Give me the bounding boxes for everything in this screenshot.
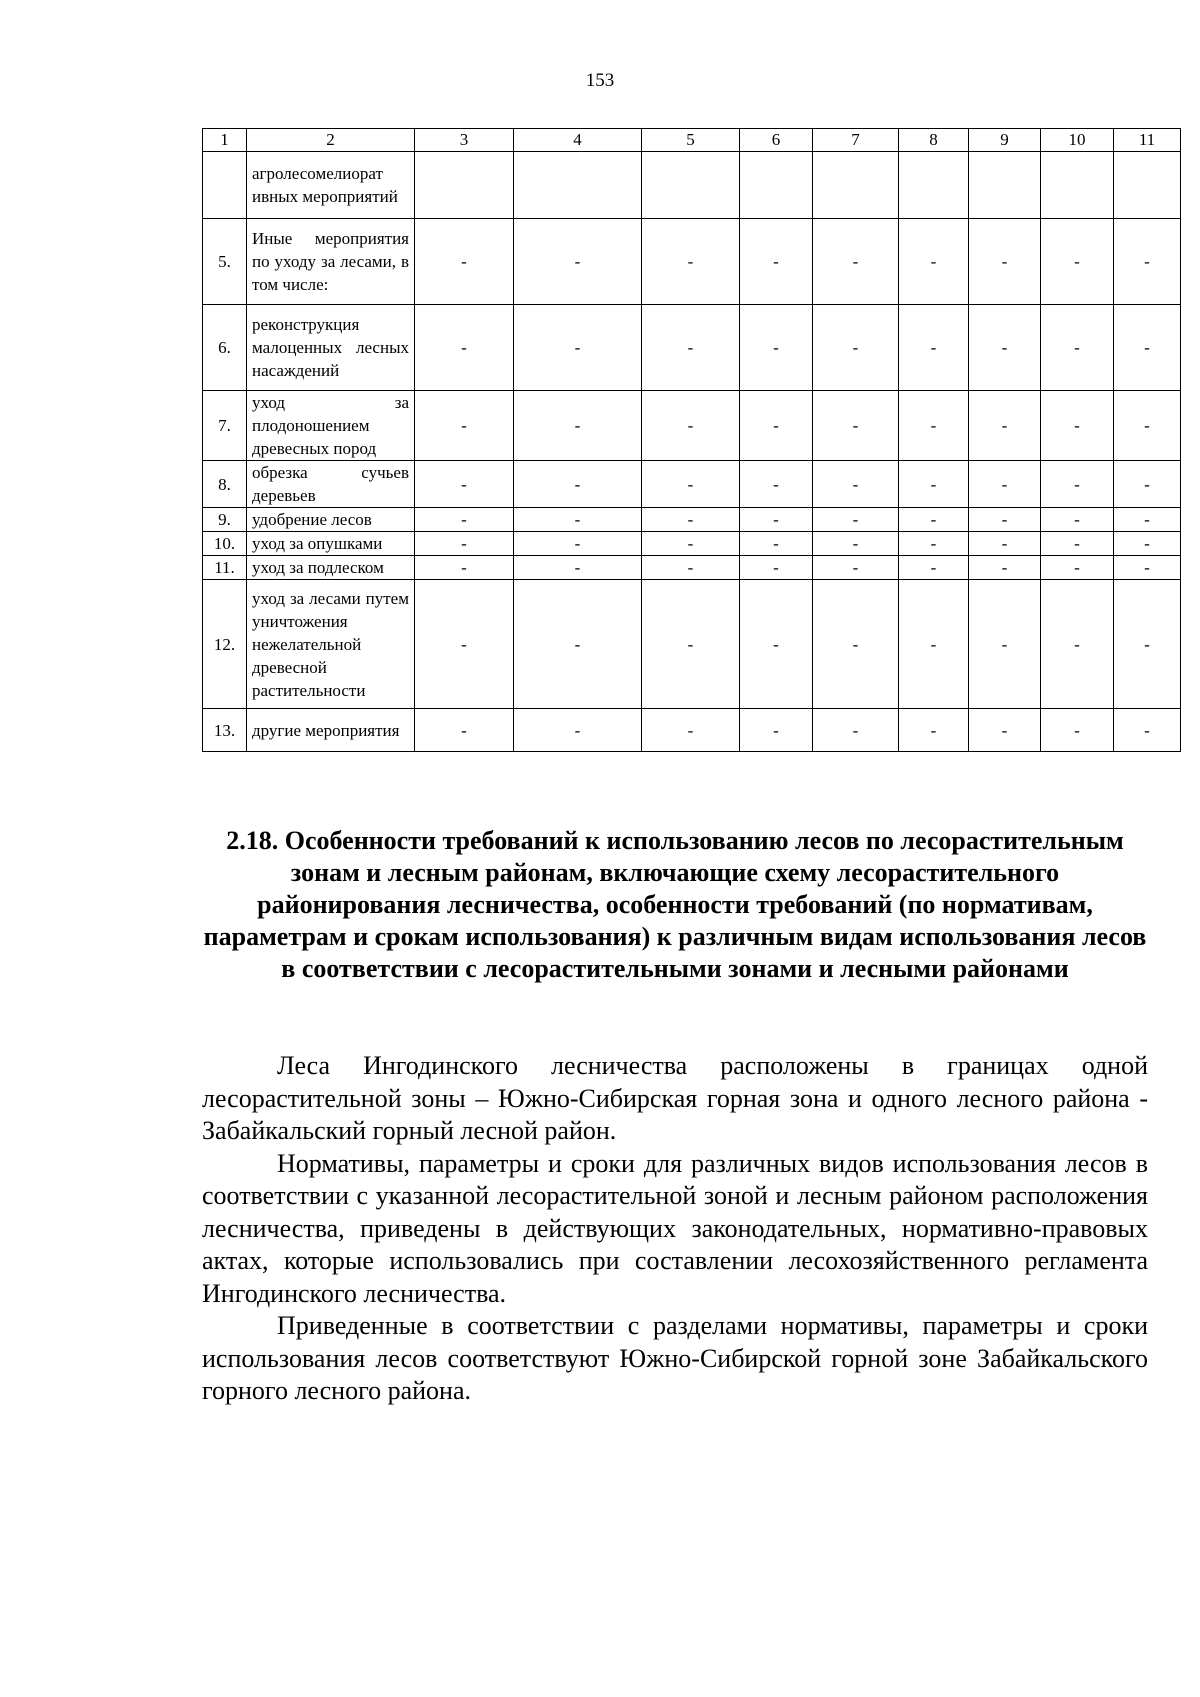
- header-cell: 4: [514, 129, 642, 152]
- value-cell: -: [899, 580, 969, 709]
- value-cell: -: [969, 219, 1041, 305]
- value-cell: -: [813, 532, 899, 556]
- value-cell: -: [1041, 532, 1114, 556]
- value-cell: -: [969, 461, 1041, 508]
- table-row: [203, 508, 1181, 532]
- value-cell: -: [1114, 709, 1181, 752]
- value-cell: -: [899, 219, 969, 305]
- value-cell: -: [415, 461, 514, 508]
- value-cell: -: [415, 508, 514, 532]
- value-cell: [899, 152, 969, 219]
- row-number: 9.: [203, 508, 247, 532]
- value-cell: -: [813, 556, 899, 580]
- value-cell: -: [642, 580, 740, 709]
- value-cell: -: [813, 219, 899, 305]
- header-cell: 1: [203, 129, 247, 152]
- value-cell: -: [1041, 508, 1114, 532]
- value-cell: -: [1114, 461, 1181, 508]
- header-cell: 9: [969, 129, 1041, 152]
- value-cell: -: [642, 709, 740, 752]
- forest-care-table: [202, 128, 1181, 752]
- row-number: 10.: [203, 532, 247, 556]
- activity-name: агролесомелиорат ивных мероприятий: [247, 152, 415, 219]
- table-row: [203, 219, 1181, 305]
- value-cell: -: [415, 532, 514, 556]
- value-cell: -: [899, 305, 969, 391]
- value-cell: -: [1114, 391, 1181, 461]
- value-cell: -: [740, 391, 813, 461]
- value-cell: -: [514, 305, 642, 391]
- value-cell: -: [740, 508, 813, 532]
- row-number: [203, 152, 247, 219]
- value-cell: -: [1041, 219, 1114, 305]
- value-cell: -: [514, 219, 642, 305]
- value-cell: -: [514, 556, 642, 580]
- value-cell: -: [969, 391, 1041, 461]
- section-body: [202, 1050, 1148, 1408]
- value-cell: -: [969, 532, 1041, 556]
- value-cell: -: [813, 508, 899, 532]
- value-cell: -: [899, 391, 969, 461]
- value-cell: -: [642, 532, 740, 556]
- activity-name: уход за лесами путем уничтожения нежелательной древесной растительности: [247, 580, 415, 709]
- value-cell: -: [1114, 305, 1181, 391]
- value-cell: [514, 152, 642, 219]
- row-number: 12.: [203, 580, 247, 709]
- row-number: 8.: [203, 461, 247, 508]
- row-number: 11.: [203, 556, 247, 580]
- value-cell: -: [642, 461, 740, 508]
- value-cell: -: [514, 532, 642, 556]
- value-cell: -: [415, 709, 514, 752]
- header-cell: 2: [247, 129, 415, 152]
- value-cell: -: [813, 580, 899, 709]
- value-cell: -: [415, 580, 514, 709]
- value-cell: -: [1114, 532, 1181, 556]
- value-cell: -: [415, 219, 514, 305]
- value-cell: [642, 152, 740, 219]
- activity-name: реконструкция малоценных лесных насаждений: [247, 305, 415, 391]
- value-cell: -: [514, 580, 642, 709]
- value-cell: -: [514, 391, 642, 461]
- row-number: 5.: [203, 219, 247, 305]
- table-row: [203, 556, 1181, 580]
- value-cell: -: [740, 532, 813, 556]
- row-number: 6.: [203, 305, 247, 391]
- value-cell: -: [415, 391, 514, 461]
- value-cell: -: [969, 305, 1041, 391]
- value-cell: -: [899, 709, 969, 752]
- value-cell: -: [1041, 461, 1114, 508]
- activity-name: удобрение лесов: [247, 508, 415, 532]
- value-cell: -: [1114, 556, 1181, 580]
- value-cell: -: [740, 556, 813, 580]
- value-cell: -: [415, 556, 514, 580]
- page-number: 153: [585, 70, 615, 91]
- value-cell: [1114, 152, 1181, 219]
- value-cell: -: [1041, 709, 1114, 752]
- value-cell: -: [740, 709, 813, 752]
- value-cell: -: [969, 556, 1041, 580]
- activity-name: другие мероприятия: [247, 709, 415, 752]
- value-cell: -: [642, 508, 740, 532]
- value-cell: -: [740, 305, 813, 391]
- value-cell: -: [642, 219, 740, 305]
- value-cell: -: [899, 461, 969, 508]
- table-row: [203, 305, 1181, 391]
- header-cell: 3: [415, 129, 514, 152]
- value-cell: -: [740, 461, 813, 508]
- table-row: [203, 709, 1181, 752]
- value-cell: [969, 152, 1041, 219]
- activity-name: уход за опушками: [247, 532, 415, 556]
- row-number: 13.: [203, 709, 247, 752]
- value-cell: -: [642, 556, 740, 580]
- table-row: [203, 461, 1181, 508]
- header-cell: 6: [740, 129, 813, 152]
- value-cell: -: [514, 709, 642, 752]
- paragraph: Леса Ингодинского лесничества расположены в границах одной лесорастительной зоны – Южно-Сибирская горная зона и одного лесного района - Забайкальский горный лесной район.: [202, 1051, 1148, 1145]
- activity-name: уход за подлеском: [247, 556, 415, 580]
- value-cell: -: [813, 305, 899, 391]
- paragraph: Приведенные в соответствии с разделами нормативы, параметры и сроки использования лесов соответствуют Южно-Сибирской горной зоне Забайкальского горного лесного района.: [202, 1311, 1148, 1405]
- table-row: [203, 152, 1181, 219]
- value-cell: [740, 152, 813, 219]
- value-cell: -: [642, 391, 740, 461]
- value-cell: -: [899, 556, 969, 580]
- table-row: [203, 532, 1181, 556]
- value-cell: [813, 152, 899, 219]
- activity-name: Иные мероприятия по уходу за лесами, в том числе:: [247, 219, 415, 305]
- value-cell: -: [1114, 219, 1181, 305]
- value-cell: -: [740, 580, 813, 709]
- header-cell: 8: [899, 129, 969, 152]
- table-body: [203, 129, 1181, 752]
- value-cell: -: [1114, 508, 1181, 532]
- value-cell: -: [1041, 391, 1114, 461]
- activity-name: уход за плодоношением древесных пород: [247, 391, 415, 461]
- value-cell: [1041, 152, 1114, 219]
- header-cell: 5: [642, 129, 740, 152]
- value-cell: -: [1041, 580, 1114, 709]
- section-heading: 2.18. Особенности требований к использованию лесов по лесорастительным зонам и лесным районам, включающие схему лесорастительного районирования лесничества, особенности требований (по нормативам, параметрам и срокам использования) к различным видам использования лесов в соответствии с лесорастительными зонами и лесными районами: [203, 826, 1147, 983]
- header-cell: 10: [1041, 129, 1114, 152]
- value-cell: -: [899, 532, 969, 556]
- value-cell: -: [813, 461, 899, 508]
- value-cell: -: [813, 391, 899, 461]
- value-cell: -: [1041, 556, 1114, 580]
- value-cell: -: [899, 508, 969, 532]
- header-cell: 7: [813, 129, 899, 152]
- table-header-row: [203, 129, 1181, 152]
- value-cell: -: [969, 580, 1041, 709]
- value-cell: -: [813, 709, 899, 752]
- value-cell: -: [1114, 580, 1181, 709]
- activity-name: обрезка сучьев деревьев: [247, 461, 415, 508]
- value-cell: -: [642, 305, 740, 391]
- value-cell: -: [514, 508, 642, 532]
- value-cell: -: [969, 709, 1041, 752]
- value-cell: [415, 152, 514, 219]
- table-row: [203, 391, 1181, 461]
- value-cell: -: [514, 461, 642, 508]
- value-cell: -: [1041, 305, 1114, 391]
- value-cell: -: [415, 305, 514, 391]
- value-cell: -: [969, 508, 1041, 532]
- value-cell: -: [740, 219, 813, 305]
- header-cell: 11: [1114, 129, 1181, 152]
- table-row: [203, 580, 1181, 709]
- row-number: 7.: [203, 391, 247, 461]
- paragraph: Нормативы, параметры и сроки для различных видов использования лесов в соответствии с указанной лесорастительной зоной и лесным районом расположения лесничества, приведены в действующих законодательных, нормативно-правовых актах, которые использовались при составлении лесохозяйственного регламента Ингодинского лесничества.: [202, 1148, 1148, 1308]
